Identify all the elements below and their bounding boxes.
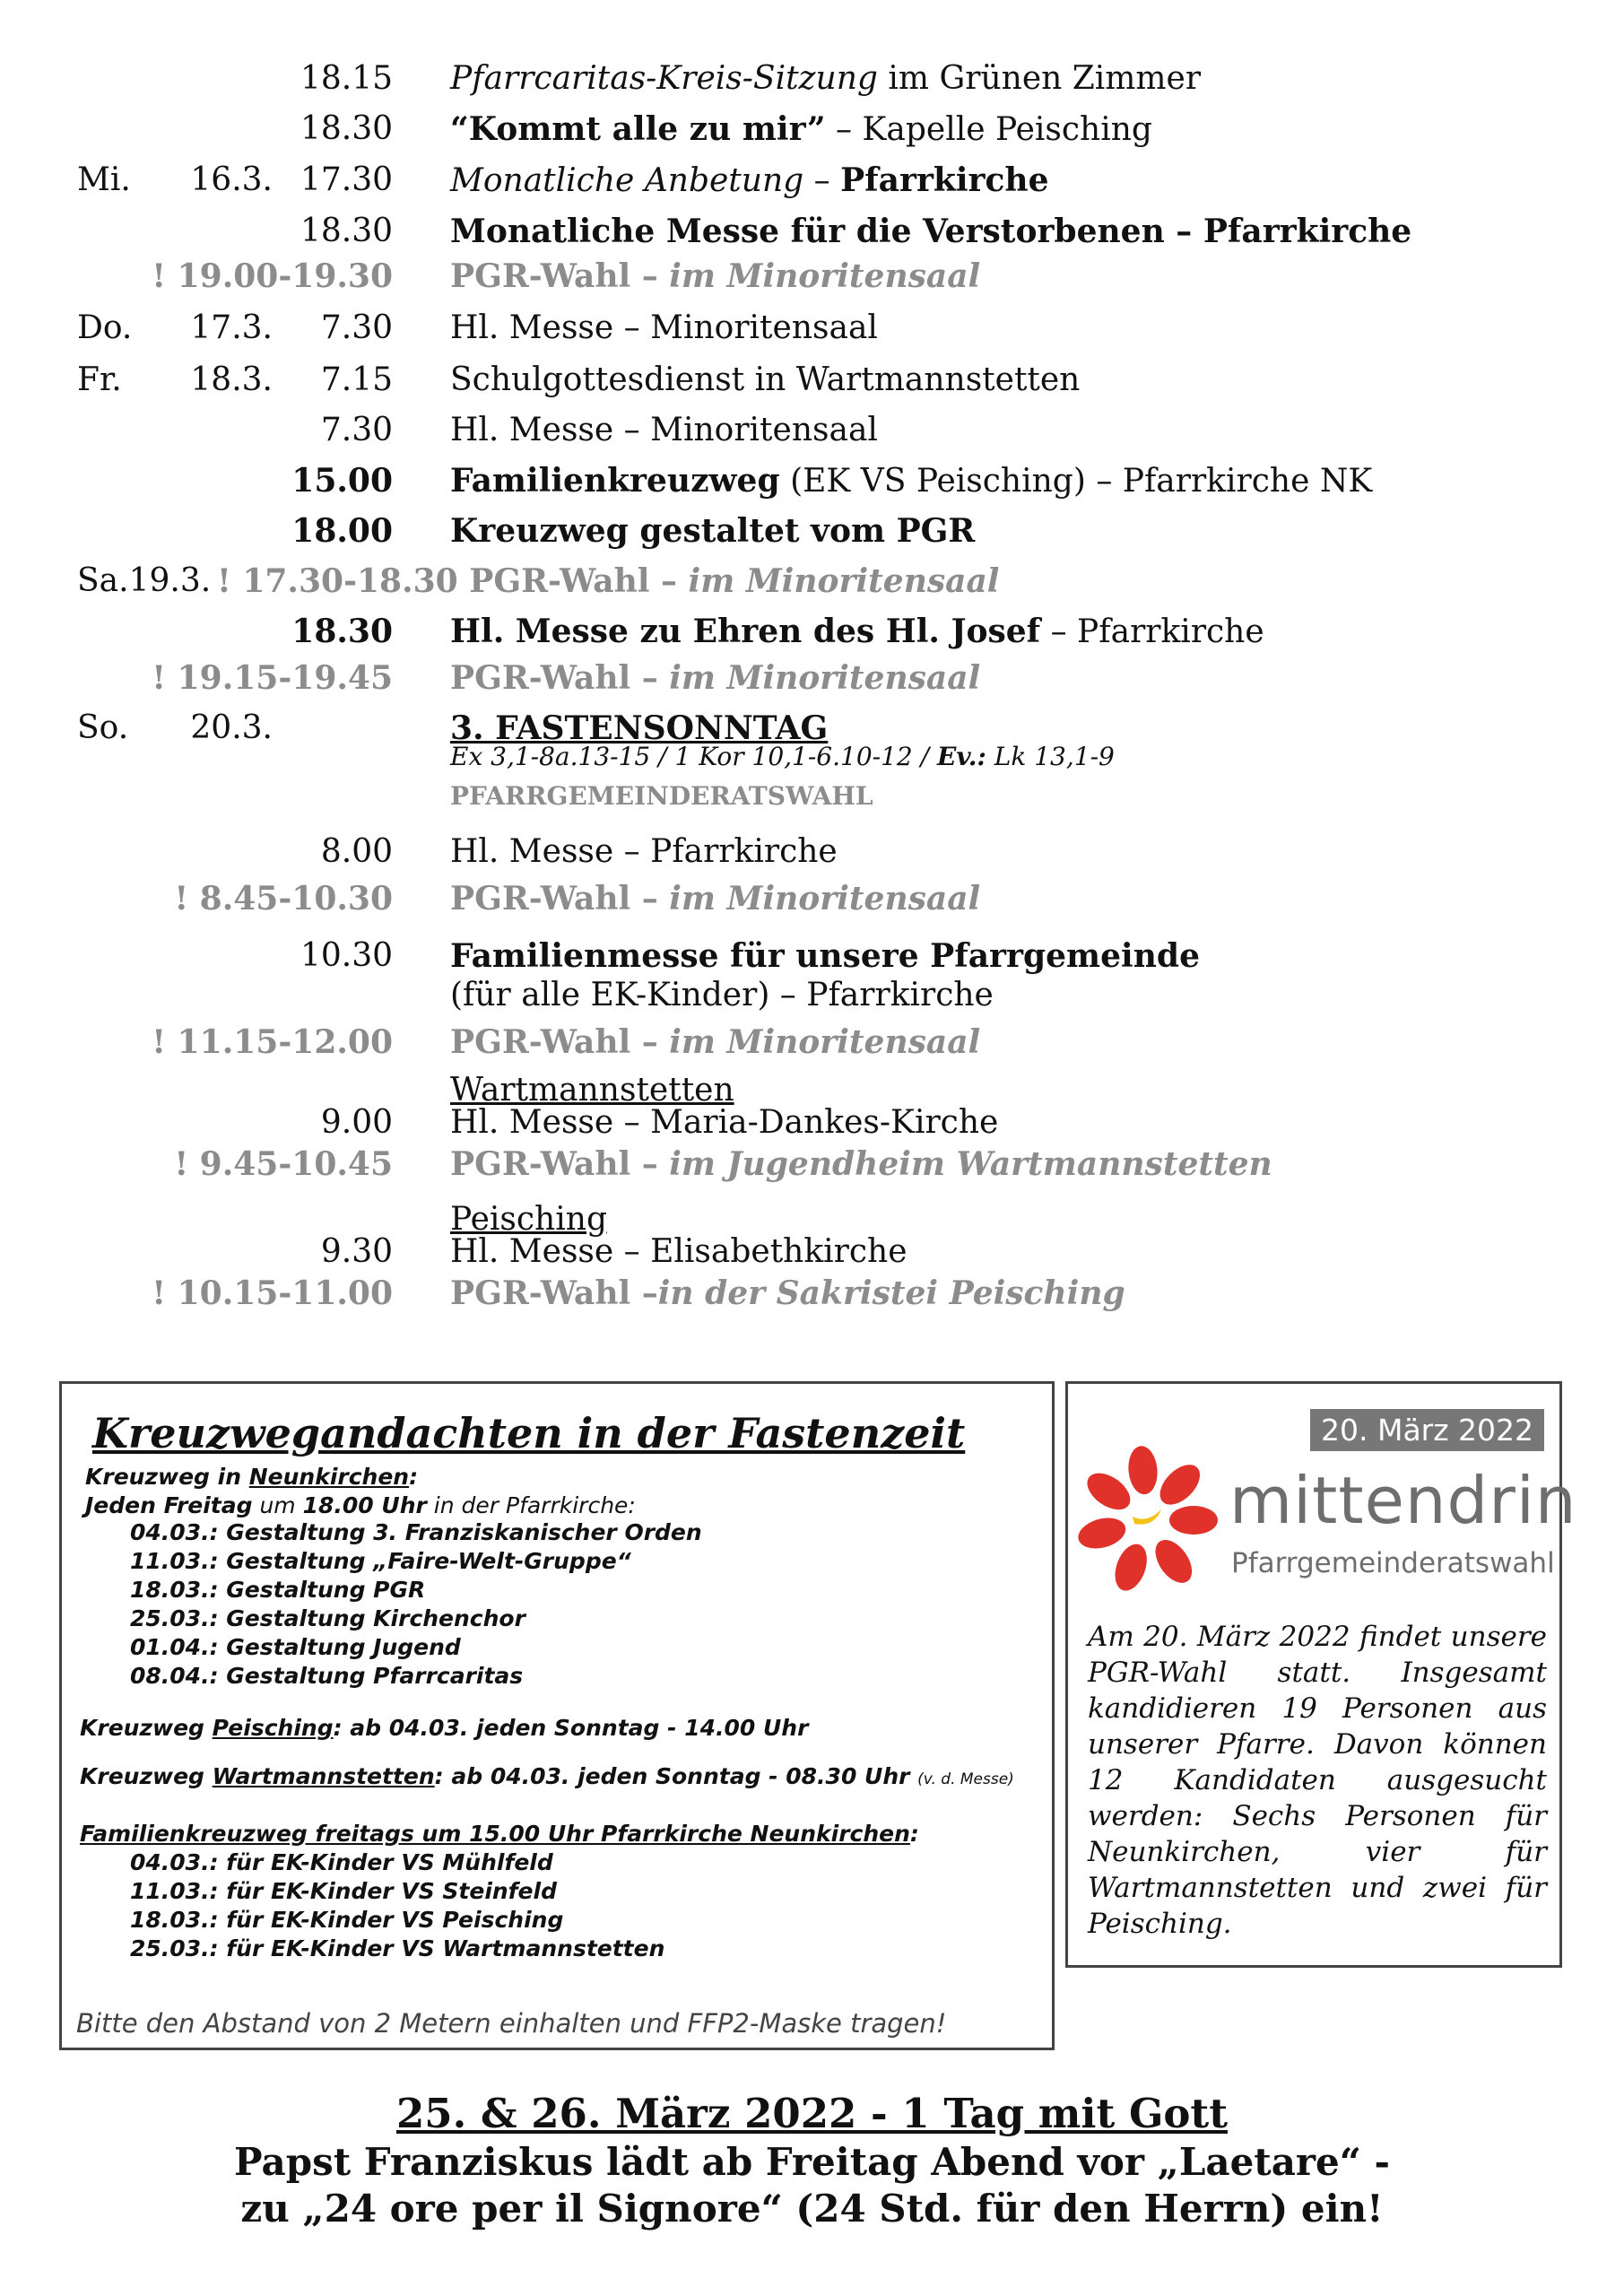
text-segment: Monatliche Messe für die Verstorbenen – Pfarrkirche	[450, 213, 1412, 250]
text-segment: Wartmannstetten	[450, 1072, 734, 1109]
row-event	[450, 1100, 998, 1146]
schedule-row	[0, 1141, 1624, 1187]
row-event	[450, 457, 1372, 505]
row-event	[450, 208, 1411, 256]
schedule-row	[0, 56, 1624, 102]
text-segment: Kreuzweg	[80, 1715, 213, 1741]
schedule-row	[0, 457, 1624, 504]
text-segment: Hl. Messe – Maria-Dankes-Kirche	[450, 1104, 999, 1141]
text-segment: Familienkreuzweg freitags um 15.00 Uhr Pfarrkirche Neunkirchen	[80, 1821, 910, 1847]
text-segment: 11.03.: für EK-Kinder VS Steinfeld	[130, 1878, 557, 1904]
row-time: 18.30	[300, 110, 393, 147]
schedule-row	[0, 739, 1624, 775]
text-segment: Pfarrkirche	[840, 161, 1049, 199]
schedule-row	[0, 1100, 1624, 1146]
pgr-announcement-text: Am 20. März 2022 findet unsere PGR-Wahl statt. Insgesamt kandidieren 19 Personen aus unserer Pfarre. Davon können 12 Kandidaten ausgesucht werden: Sechs Personen für Neunkirchen, vier für Wartmannstetten und zwei für Peisching.	[1088, 1621, 1547, 1940]
logo-petal	[1126, 1445, 1159, 1496]
text-segment: : ab 04.03. jeden Sonntag - 14.00 Uhr	[333, 1715, 809, 1741]
schedule-row	[0, 608, 1624, 655]
text-segment: im Minoritensaal	[669, 1023, 981, 1061]
text-segment: PGR-Wahl –	[450, 880, 670, 918]
row-time: 18.30	[300, 213, 393, 249]
row-time: ! 10.15-11.00	[152, 1274, 393, 1312]
schedule-row	[0, 208, 1624, 255]
logo-petal	[1152, 1457, 1207, 1512]
row-time: ! 19.15-19.45	[152, 659, 393, 697]
text-segment: 25.03.: für EK-Kinder VS Wartmannstetten	[130, 1935, 665, 1961]
row-time: 15.00	[291, 462, 393, 500]
text-segment: (für alle EK-Kinder) – Pfarrkirche	[450, 977, 994, 1013]
row-event	[450, 56, 1201, 102]
text-segment: Monatliche Anbetung	[450, 162, 804, 199]
text-segment: Ev.:	[936, 742, 986, 771]
row-time: 9.00	[320, 1104, 393, 1141]
text-segment: Ex 3,1-8a.13-15 / 1 Kor 10,1-6.10-12 /	[450, 742, 937, 771]
kreuzweg-line	[85, 1492, 636, 1520]
text-segment: Neunkirchen	[248, 1464, 410, 1490]
text-segment: Kreuzweg	[80, 1763, 213, 1789]
row-day: Fr.	[77, 361, 122, 398]
kreuzweg-line	[80, 1714, 808, 1743]
text-segment: Schulgottesdienst in Wartmannstetten	[450, 361, 1081, 398]
text-segment: 3. FASTENSONNTAG	[450, 709, 829, 747]
row-event	[450, 778, 873, 814]
kreuzweg-line	[130, 1848, 553, 1877]
logo-petal	[1109, 1540, 1153, 1596]
schedule-row	[0, 558, 1624, 604]
schedule-row	[0, 357, 1624, 404]
text-segment: PGR-Wahl –	[450, 659, 670, 697]
text-segment: im Grünen Zimmer	[877, 60, 1202, 97]
text-segment: Lk 13,1-9	[986, 742, 1115, 771]
logo-petal	[1169, 1506, 1218, 1535]
kreuzweg-line	[130, 1605, 525, 1633]
text-segment: im Jugendheim Wartmannstetten	[669, 1145, 1272, 1183]
row-date: 18.3.	[190, 361, 273, 398]
text-segment: Familienkreuzweg	[450, 462, 780, 500]
row-event	[450, 875, 980, 922]
row-time: ! 8.45-10.30	[174, 880, 393, 918]
kreuzweg-line	[130, 1935, 664, 1963]
row-event	[450, 157, 1049, 204]
text-segment: Hl. Messe – Minoritensaal	[450, 412, 878, 448]
kreuzweg-info-box	[59, 1381, 1055, 2050]
text-segment: ! 17.30-18.30 PGR-Wahl –	[217, 562, 689, 600]
row-time: 9.30	[320, 1233, 393, 1270]
row-date: 20.3.	[190, 709, 273, 746]
row-time: 18.00	[291, 512, 393, 550]
row-event	[450, 1141, 1272, 1187]
schedule-row	[0, 508, 1624, 554]
text-segment: Peisching	[450, 1201, 607, 1238]
text-segment: Hl. Messe zu Ehren des Hl. Josef	[450, 613, 1041, 650]
text-segment: Wartmannstetten	[212, 1763, 435, 1789]
text-segment: – Pfarrkirche	[1040, 613, 1264, 650]
row-event	[450, 106, 1152, 153]
text-segment: : ab 04.03. jeden Sonntag - 08.30 Uhr	[434, 1763, 918, 1789]
text-segment: 18.00 Uhr	[302, 1492, 427, 1518]
text-segment: im Minoritensaal	[669, 880, 981, 918]
schedule-row	[0, 106, 1624, 152]
row-time: ! 19.00-19.30	[152, 257, 393, 295]
text-segment: PGR-Wahl –	[450, 257, 670, 295]
text-segment: 18.03.: für EK-Kinder VS Peisching	[130, 1907, 564, 1933]
row-event	[450, 739, 1115, 775]
kreuzweg-line	[130, 1547, 631, 1576]
kreuzweg-line	[130, 1877, 557, 1906]
schedule-row	[0, 829, 1624, 875]
row-date: 16.3.	[190, 161, 273, 198]
row-day: Sa.19.3.	[77, 562, 212, 599]
text-segment: PFARRGEMEINDERATSWAHL	[450, 781, 873, 811]
row-time: ! 11.15-12.00	[152, 1023, 393, 1061]
logo-petal	[1148, 1534, 1199, 1590]
row-time: 8.00	[320, 833, 393, 870]
text-segment: Hl. Messe – Pfarrkirche	[450, 833, 838, 870]
row-date: 17.3.	[190, 309, 273, 346]
row-time: 17.30	[300, 161, 393, 198]
text-segment: :	[409, 1464, 419, 1490]
row-event	[450, 508, 975, 555]
text-segment: in der Sakristei Peisching	[657, 1274, 1125, 1312]
schedule-row	[0, 655, 1624, 701]
row-day: Do.	[77, 309, 133, 346]
text-segment: Jeden Freitag	[85, 1492, 253, 1518]
pgr-election-box	[1065, 1381, 1577, 1968]
text-segment: in der Pfarrkirche:	[426, 1492, 636, 1518]
row-event	[450, 1019, 980, 1065]
logo-petal	[1077, 1513, 1129, 1553]
logo-heart-mark	[1133, 1509, 1161, 1525]
text-segment: Familienmesse für unsere Pfarrgemeinde	[450, 937, 1200, 975]
pgr-brand-name: mittendrin	[1229, 1463, 1577, 1538]
schedule-row	[0, 157, 1624, 204]
text-segment: Hl. Messe – Minoritensaal	[450, 309, 878, 346]
schedule-row	[0, 253, 1624, 300]
pgr-brand-subtitle: Pfarrgemeinderatswahl	[1231, 1547, 1555, 1579]
mittendrin-flower-logo	[1077, 1434, 1229, 1605]
row-event	[450, 608, 1264, 656]
schedule-row	[0, 1229, 1624, 1275]
row-time: 18.30	[291, 613, 393, 650]
text-segment: 04.03.: Gestaltung 3. Franziskanischer Orden	[130, 1519, 702, 1545]
text-segment: “Kommt alle zu mir”	[450, 110, 826, 148]
text-segment: 08.04.: Gestaltung Pfarrcaritas	[130, 1663, 524, 1689]
row-event	[450, 253, 980, 300]
schedule-row	[0, 972, 1624, 1019]
row-time: 7.30	[320, 412, 393, 448]
row-event	[450, 357, 1080, 404]
row-event	[450, 305, 878, 352]
bottom-line-1: Papst Franziskus lädt ab Freitag Abend vor „Laetare“ -	[234, 2140, 1390, 2184]
bottom-heading: 25. & 26. März 2022 - 1 Tag mit Gott	[396, 2090, 1228, 2137]
text-segment: PGR-Wahl –	[450, 1023, 670, 1061]
text-segment: –	[803, 162, 841, 199]
text-segment: (EK VS Peisching) – Pfarrkirche NK	[779, 463, 1373, 500]
row-event	[450, 1229, 908, 1275]
row-event	[450, 655, 980, 701]
text-segment: :	[909, 1821, 919, 1847]
text-segment: 01.04.: Gestaltung Jugend	[130, 1634, 461, 1660]
schedule-row	[0, 407, 1624, 454]
row-day: Mi.	[77, 161, 131, 198]
row-event	[450, 407, 878, 454]
kreuzweg-line	[130, 1576, 425, 1605]
row-time: 10.30	[300, 937, 393, 974]
text-segment: 25.03.: Gestaltung Kirchenchor	[130, 1605, 525, 1631]
row-event	[217, 558, 999, 604]
bottom-line-2: zu „24 ore per il Signore“ (24 Std. für den Herrn) ein!	[240, 2187, 1384, 2231]
text-segment: (v. d. Messe)	[917, 1770, 1014, 1788]
kreuzweg-line	[130, 1633, 461, 1662]
text-segment: 18.03.: Gestaltung PGR	[130, 1577, 426, 1603]
row-event	[450, 829, 838, 875]
kreuzweg-title: Kreuzwegandachten in der Fastenzeit	[92, 1409, 966, 1457]
row-event	[450, 972, 994, 1019]
pgr-date-badge: 20. März 2022	[1310, 1409, 1544, 1451]
row-event	[450, 1270, 1125, 1317]
text-segment: 11.03.: Gestaltung „Faire-Welt-Gruppe“	[130, 1548, 631, 1574]
row-time: 7.15	[320, 361, 393, 398]
schedule-row	[0, 305, 1624, 352]
text-segment: Pfarrcaritas-Kreis-Sitzung	[450, 60, 878, 97]
row-time: ! 9.45-10.45	[174, 1145, 393, 1183]
logo-petal	[1081, 1465, 1137, 1517]
schedule-row	[0, 778, 1624, 814]
row-day: So.	[77, 709, 129, 746]
kreuzweg-line	[85, 1463, 418, 1492]
text-segment: – Kapelle Peisching	[825, 111, 1152, 148]
kreuzweg-line	[130, 1906, 563, 1935]
kreuzweg-line	[80, 1820, 919, 1848]
text-segment: Hl. Messe – Elisabethkirche	[450, 1233, 908, 1270]
text-segment: im Minoritensaal	[669, 659, 981, 697]
kreuzweg-line	[130, 1662, 523, 1691]
text-segment: um	[252, 1492, 303, 1518]
text-segment: PGR-Wahl –	[450, 1274, 658, 1312]
kreuzweg-line	[80, 1762, 1014, 1794]
schedule-row	[0, 1270, 1624, 1317]
text-segment: Kreuzweg gestaltet vom PGR	[450, 512, 976, 550]
text-segment: 04.03.: für EK-Kinder VS Mühlfeld	[130, 1849, 553, 1875]
row-time: 18.15	[300, 60, 393, 97]
schedule-row	[0, 875, 1624, 922]
text-segment: Peisching	[212, 1715, 334, 1741]
text-segment: im Minoritensaal	[688, 562, 1000, 600]
kreuzweg-line	[130, 1518, 702, 1547]
kreuzweg-footer: Bitte den Abstand von 2 Metern einhalten und FFP2-Maske tragen!	[76, 2008, 947, 2039]
row-time: 7.30	[320, 309, 393, 346]
text-segment: Kreuzweg in	[85, 1464, 249, 1490]
text-segment: PGR-Wahl –	[450, 1145, 670, 1183]
text-segment: im Minoritensaal	[669, 257, 981, 295]
schedule-row	[0, 1019, 1624, 1065]
